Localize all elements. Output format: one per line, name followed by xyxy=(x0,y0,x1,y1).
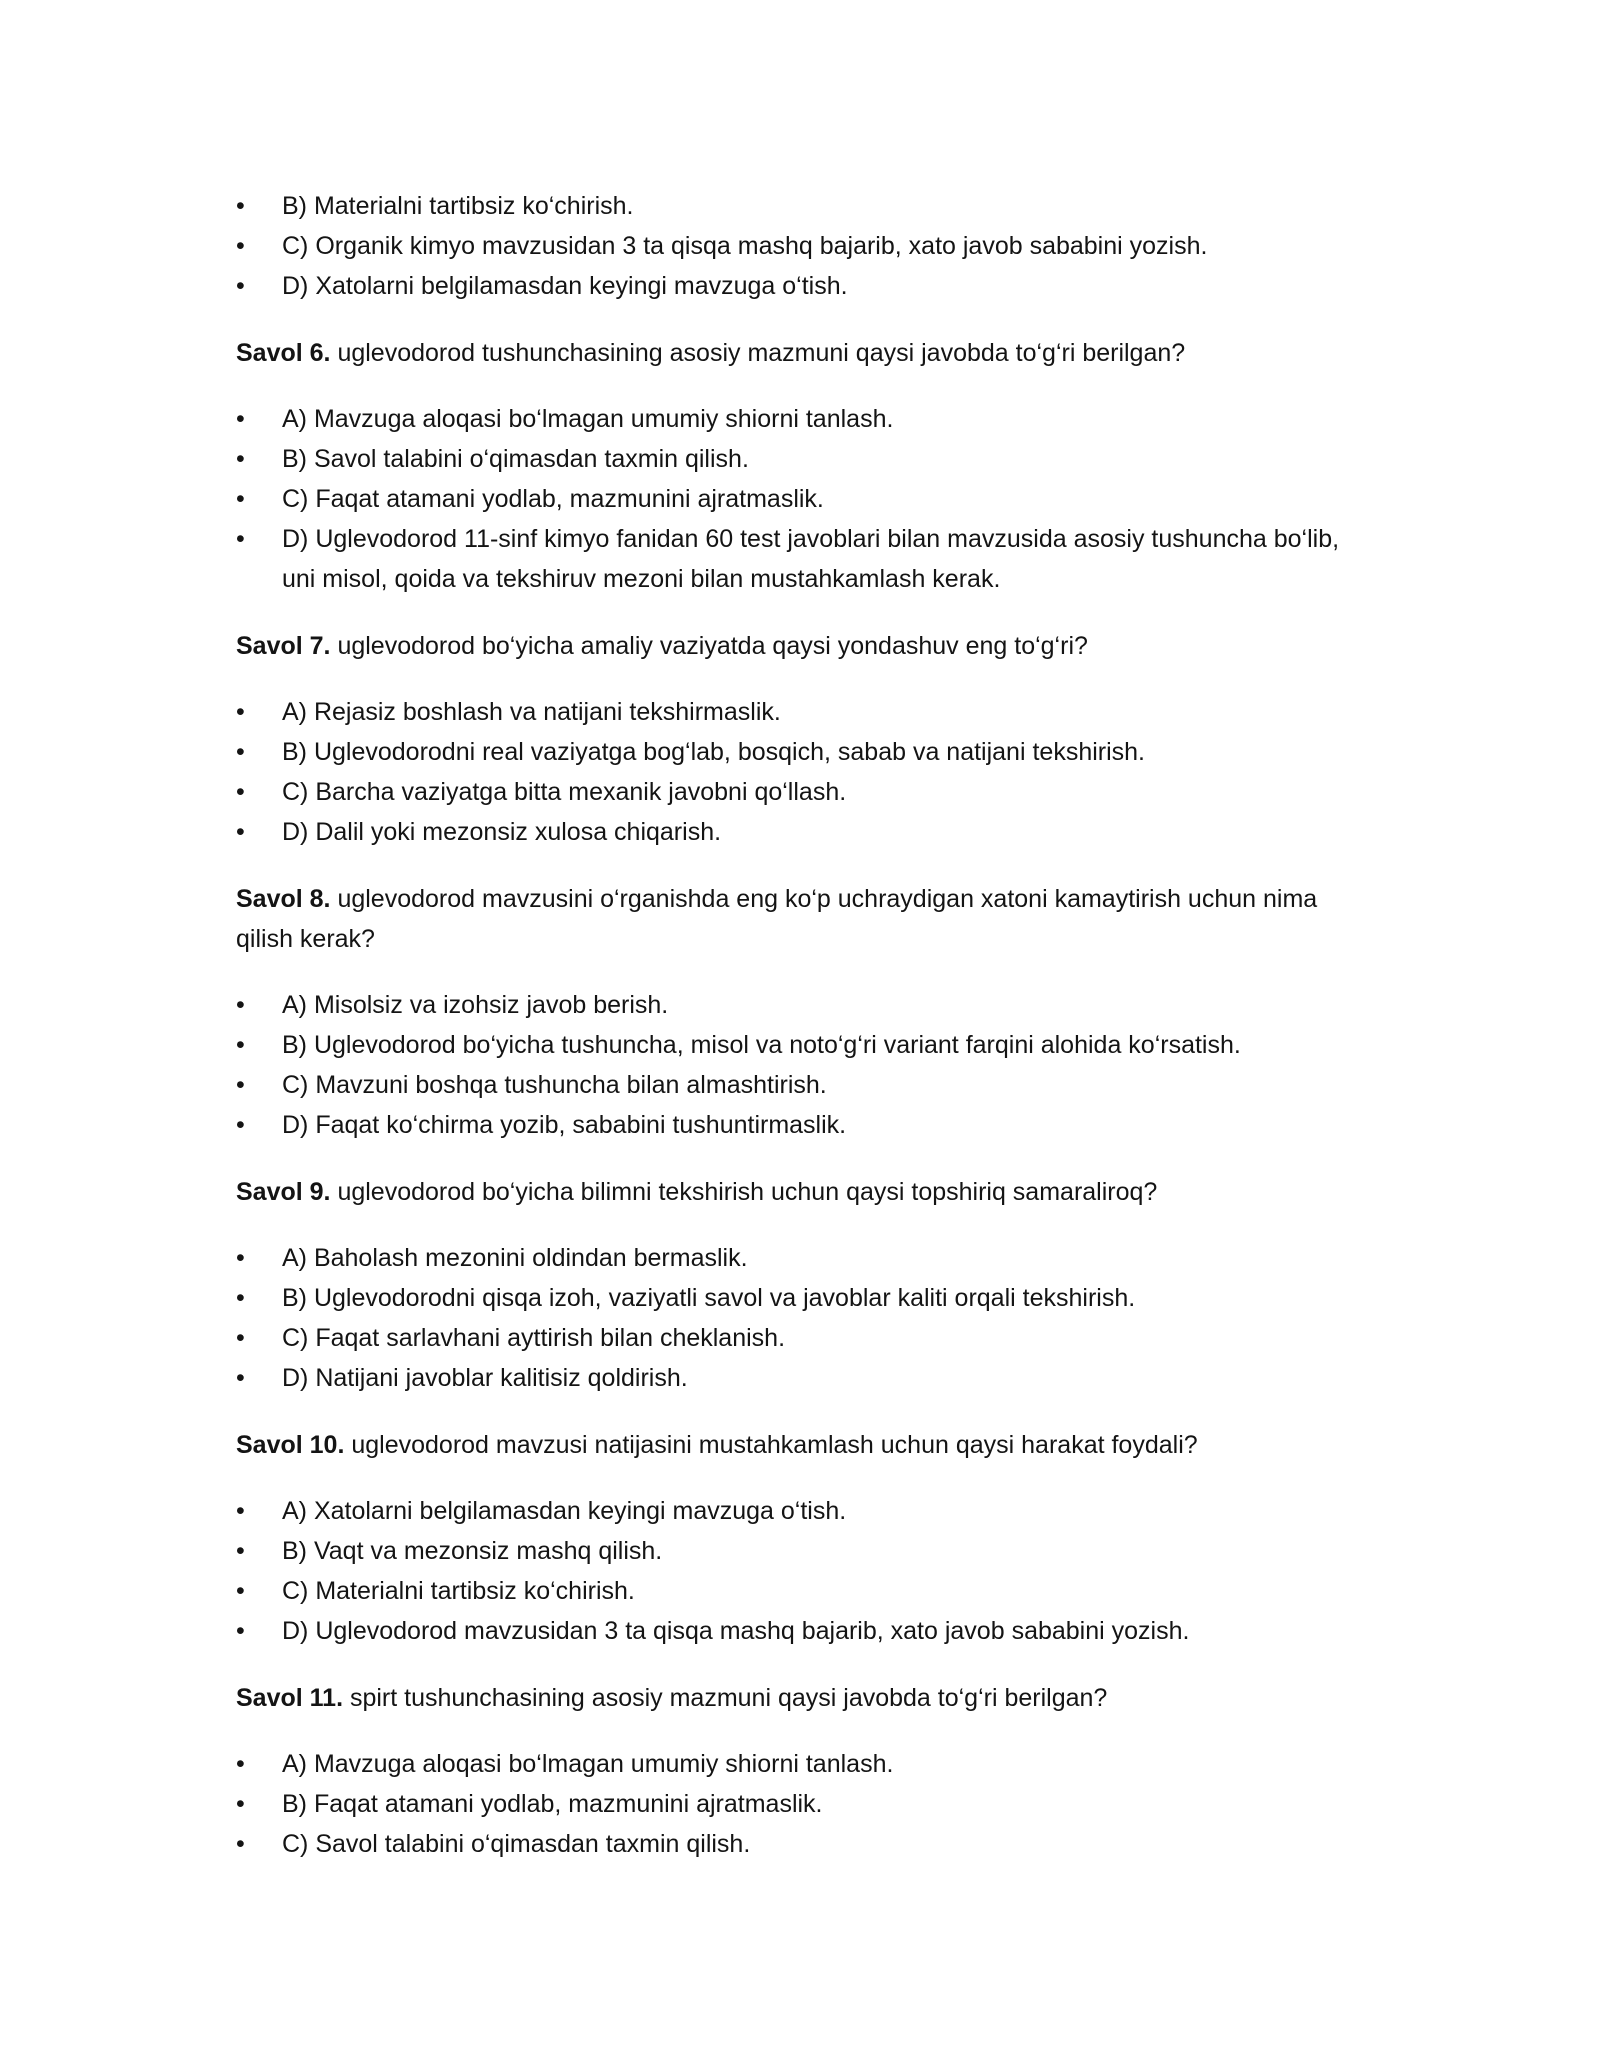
answer-options-list xyxy=(236,399,1376,599)
answer-option-text: C) Materialni tartibsiz ko‘chirish. xyxy=(282,1577,635,1605)
bullet-icon: • xyxy=(236,1617,245,1645)
question-number: Savol 11. xyxy=(236,1684,344,1712)
question-text: uglevodorod mavzusini o‘rganishda eng ko‘p uchraydigan xatoni kamaytirish uchun nima qilish kerak? xyxy=(236,885,1318,953)
answer-option xyxy=(236,1278,1376,1318)
bullet-icon: • xyxy=(236,1830,245,1858)
question-text: uglevodorod bo‘yicha amaliy vaziyatda qaysi yondashuv eng to‘g‘ri? xyxy=(330,632,1088,660)
answer-option-text: D) Uglevodorod mavzusidan 3 ta qisqa mashq bajarib, xato javob sababini yozish. xyxy=(282,1617,1190,1645)
answer-option-text: C) Organik kimyo mavzusidan 3 ta qisqa mashq bajarib, xato javob sababini yozish. xyxy=(282,232,1208,260)
answer-option-text: A) Mavzuga aloqasi bo‘lmagan umumiy shiorni tanlash. xyxy=(282,405,894,433)
bullet-icon: • xyxy=(236,778,245,806)
answer-option-text: B) Vaqt va mezonsiz mashq qilish. xyxy=(282,1537,663,1565)
document-page xyxy=(236,186,1376,1864)
answer-option xyxy=(236,439,1376,479)
answer-option-text: A) Xatolarni belgilamasdan keyingi mavzuga o‘tish. xyxy=(282,1497,847,1525)
answer-option xyxy=(236,226,1376,266)
answer-option-text: B) Uglevodorodni real vaziyatga bog‘lab, bosqich, sabab va natijani tekshirish. xyxy=(282,738,1146,766)
answer-options-list xyxy=(236,1744,1376,1864)
bullet-icon: • xyxy=(236,1324,245,1352)
question-paragraph xyxy=(236,879,1376,959)
answer-options-list xyxy=(236,985,1376,1145)
answer-option xyxy=(236,1358,1376,1398)
answer-options-list xyxy=(236,1238,1376,1398)
answer-option xyxy=(236,1824,1376,1864)
question-number: Savol 9. xyxy=(236,1178,331,1206)
bullet-icon: • xyxy=(236,1071,245,1099)
bullet-icon: • xyxy=(236,698,245,726)
answer-option-text: A) Baholash mezonini oldindan bermaslik. xyxy=(282,1244,748,1272)
answer-option xyxy=(236,732,1376,772)
question-text: uglevodorod bo‘yicha bilimni tekshirish uchun qaysi topshiriq samaraliroq? xyxy=(330,1178,1158,1206)
answer-option-text: A) Rejasiz boshlash va natijani tekshirmaslik. xyxy=(282,698,781,726)
answer-option xyxy=(236,1611,1376,1651)
answer-option xyxy=(236,1065,1376,1105)
bullet-icon: • xyxy=(236,485,245,513)
bullet-icon: • xyxy=(236,818,245,846)
answer-option-text: C) Savol talabini o‘qimasdan taxmin qilish. xyxy=(282,1830,751,1858)
question-number: Savol 8. xyxy=(236,885,331,913)
answer-option-text: D) Uglevodorod 11-sinf kimyo fanidan 60 test javoblari bilan mavzusida asosiy tushuncha bo‘lib, uni misol, qoida va tekshiruv mezoni bilan mustahkamlash kerak. xyxy=(282,525,1340,593)
answer-option xyxy=(236,1744,1376,1784)
answer-option xyxy=(236,1025,1376,1065)
question-number: Savol 6. xyxy=(236,339,331,367)
answer-option-text: C) Mavzuni boshqa tushuncha bilan almashtirish. xyxy=(282,1071,827,1099)
bullet-icon: • xyxy=(236,991,245,1019)
question-number: Savol 10. xyxy=(236,1431,345,1459)
answer-option-text: C) Faqat atamani yodlab, mazmunini ajratmaslik. xyxy=(282,485,824,513)
question-paragraph xyxy=(236,333,1376,373)
question-paragraph xyxy=(236,1425,1376,1465)
answer-options-list xyxy=(236,186,1376,306)
answer-option-text: B) Materialni tartibsiz ko‘chirish. xyxy=(282,192,634,220)
answer-option-text: B) Uglevodorodni qisqa izoh, vaziyatli savol va javoblar kaliti orqali tekshirish. xyxy=(282,1284,1136,1312)
answer-option xyxy=(236,772,1376,812)
answer-option xyxy=(236,1238,1376,1278)
answer-option-text: D) Dalil yoki mezonsiz xulosa chiqarish. xyxy=(282,818,722,846)
answer-option-text: D) Natijani javoblar kalitisiz qoldirish. xyxy=(282,1364,688,1392)
bullet-icon: • xyxy=(236,1577,245,1605)
answer-option-text: C) Faqat sarlavhani ayttirish bilan cheklanish. xyxy=(282,1324,786,1352)
bullet-icon: • xyxy=(236,1284,245,1312)
answer-option xyxy=(236,1318,1376,1358)
answer-option-text: A) Mavzuga aloqasi bo‘lmagan umumiy shiorni tanlash. xyxy=(282,1750,894,1778)
bullet-icon: • xyxy=(236,272,245,300)
bullet-icon: • xyxy=(236,1497,245,1525)
answer-options-list xyxy=(236,692,1376,852)
question-paragraph xyxy=(236,1172,1376,1212)
bullet-icon: • xyxy=(236,1750,245,1778)
question-paragraph xyxy=(236,1678,1376,1718)
bullet-icon: • xyxy=(236,1790,245,1818)
bullet-icon: • xyxy=(236,445,245,473)
answer-option-text: A) Misolsiz va izohsiz javob berish. xyxy=(282,991,669,1019)
question-number: Savol 7. xyxy=(236,632,331,660)
question-text: spirt tushunchasining asosiy mazmuni qaysi javobda to‘g‘ri berilgan? xyxy=(343,1684,1108,1712)
answer-option xyxy=(236,1531,1376,1571)
answer-option xyxy=(236,985,1376,1025)
bullet-icon: • xyxy=(236,738,245,766)
answer-option xyxy=(236,266,1376,306)
answer-option-text: B) Faqat atamani yodlab, mazmunini ajratmaslik. xyxy=(282,1790,823,1818)
answer-option xyxy=(236,1571,1376,1611)
answer-option xyxy=(236,692,1376,732)
bullet-icon: • xyxy=(236,1111,245,1139)
bullet-icon: • xyxy=(236,405,245,433)
bullet-icon: • xyxy=(236,1244,245,1272)
bullet-icon: • xyxy=(236,192,245,220)
answer-options-list xyxy=(236,1491,1376,1651)
answer-option xyxy=(236,1491,1376,1531)
question-text: uglevodorod tushunchasining asosiy mazmuni qaysi javobda to‘g‘ri berilgan? xyxy=(330,339,1186,367)
answer-option-text: B) Uglevodorod bo‘yicha tushuncha, misol va noto‘g‘ri variant farqini alohida ko‘rsatish. xyxy=(282,1031,1241,1059)
answer-option xyxy=(236,519,1376,599)
answer-option-text: D) Faqat ko‘chirma yozib, sababini tushuntirmaslik. xyxy=(282,1111,847,1139)
question-text: uglevodorod mavzusi natijasini mustahkamlash uchun qaysi harakat foydali? xyxy=(344,1431,1198,1459)
answer-option-text: C) Barcha vaziyatga bitta mexanik javobni qo‘llash. xyxy=(282,778,847,806)
answer-option xyxy=(236,186,1376,226)
answer-option-text: D) Xatolarni belgilamasdan keyingi mavzuga o‘tish. xyxy=(282,272,848,300)
bullet-icon: • xyxy=(236,232,245,260)
answer-option xyxy=(236,1784,1376,1824)
answer-option xyxy=(236,399,1376,439)
bullet-icon: • xyxy=(236,1031,245,1059)
bullet-icon: • xyxy=(236,1537,245,1565)
answer-option xyxy=(236,812,1376,852)
bullet-icon: • xyxy=(236,1364,245,1392)
answer-option xyxy=(236,1105,1376,1145)
bullet-icon: • xyxy=(236,525,245,553)
answer-option xyxy=(236,479,1376,519)
question-paragraph xyxy=(236,626,1376,666)
answer-option-text: B) Savol talabini o‘qimasdan taxmin qilish. xyxy=(282,445,749,473)
